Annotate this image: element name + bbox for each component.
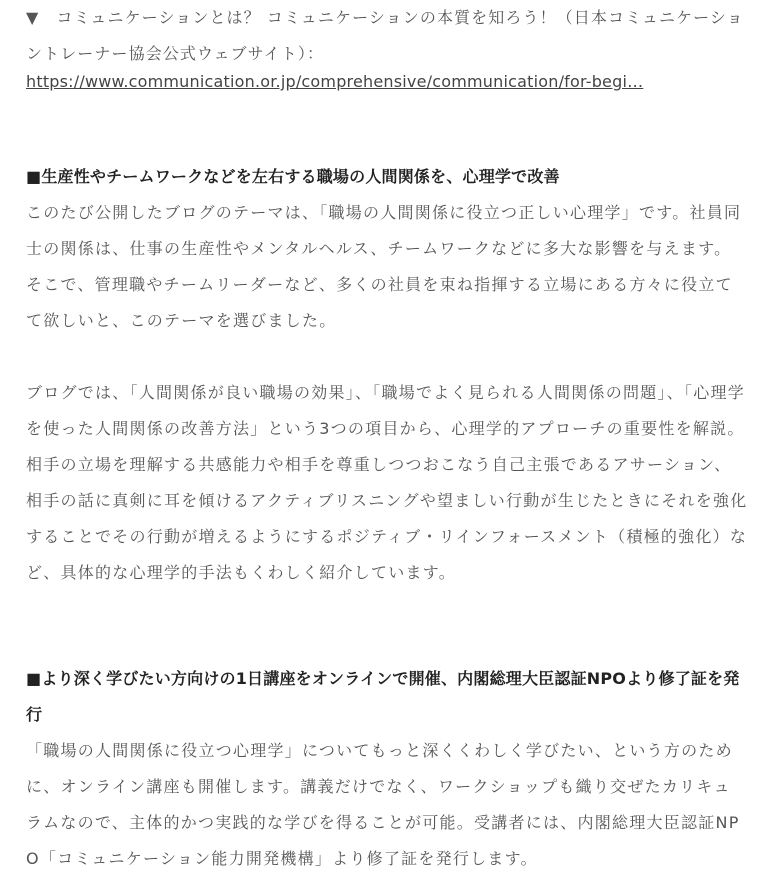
reference-text: ▼ コミュニケーションとは？ コミュニケーションの本質を知ろう！（日本コミュニケーショントレーナー協会公式ウェブサイト）： [26,8,744,63]
paragraph-blog-theme: このたび公開したブログのテーマは、「職場の人間関係に役立つ正しい心理学」です。社員同士の関係は、仕事の生産性やメンタルヘルス、チームワークなどに多大な影響を与えます。そこで、管理職やチームリーダーなど、多くの社員を束ね指揮する立場にある方々に役立てて欲しいと、このテーマを選びました。 [26,203,742,330]
spacer [26,91,748,159]
section-heading-workplace-psychology: ■生産性やチームワークなどを左右する職場の人間関係を、心理学で改善 [26,167,560,186]
spacer [26,339,748,375]
spacer [26,591,748,661]
article-body [26,0,748,877]
reference-link[interactable]: https://www.communication.or.jp/comprehensive/communication/for-begi… [26,72,644,91]
paragraph-blog-contents: ブログでは、「人間関係が良い職場の効果」、「職場でよく見られる人間関係の問題」、「心理学を使った人間関係の改善方法」という3つの項目から、心理学的アプローチの重要性を解説。相手の立場を理解する共感能力や相手を尊重しつつおこなう自己主張であるアサーション、相手の話に真剣に耳を傾けるアクティブリスニングや望ましい行動が生じたときにそれを強化することでその行動が増えるようにするポジティブ・リインフォースメント（積極的強化）など、具体的な心理学的手法もくわしく紹介しています。 [26,383,748,582]
section-heading-online-course: ■より深く学びたい方向けの1日講座をオンラインで開催、内閣総理大臣認証NPOより修了証を発行 [26,669,740,724]
paragraph-online-course: 「職場の人間関係に役立つ心理学」についてもっと深くくわしく学びたい、という方のために、オンライン講座も開催します。講義だけでなく、ワークショップも織り交ぜたカリキュラムなので、主体的かつ実践的な学びを得ることが可能。受講者には、内閣総理大臣認証NPO「コミュニケーション能力開発機構」より修了証を発行します。 [26,741,740,868]
